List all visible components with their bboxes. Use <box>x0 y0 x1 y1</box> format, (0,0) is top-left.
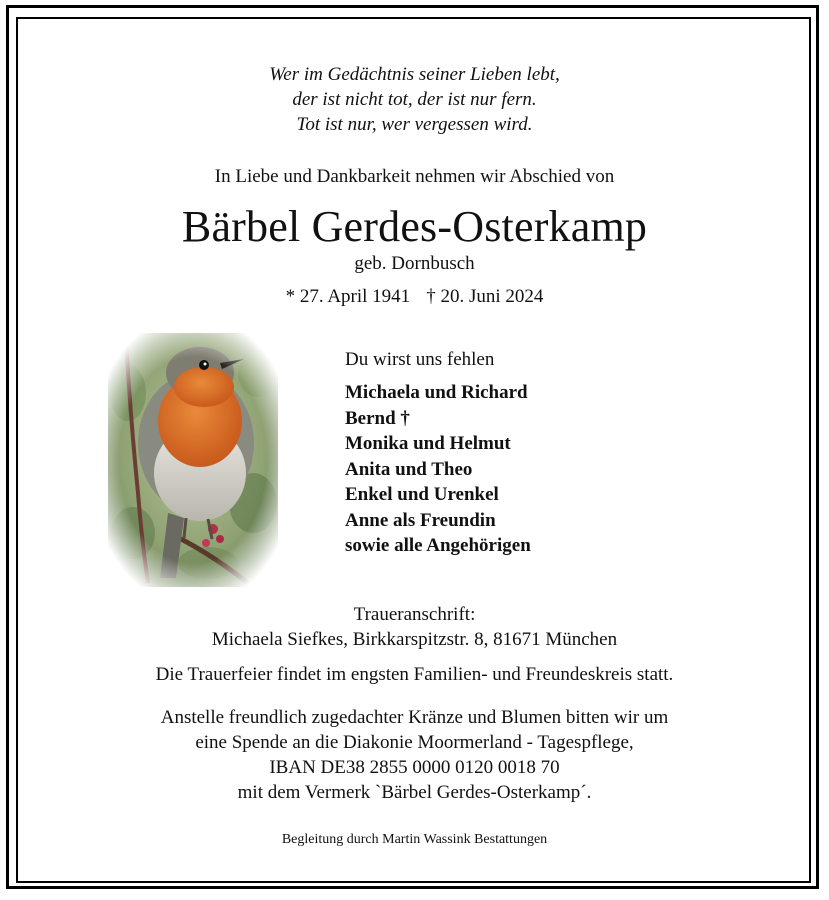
donation-line: Anstelle freundlich zugedachter Kränze und Blumen bitten wir um <box>160 707 669 728</box>
family-list <box>345 380 531 559</box>
address-label: Traueranschrift: <box>353 604 476 625</box>
address-line: Michaela Siefkes, Birkkarspitzstr. 8, 81671 München <box>211 629 618 650</box>
mourning-address <box>0 602 829 652</box>
memorial-quote <box>0 62 829 137</box>
deceased-name: Bärbel Gerdes-Osterkamp <box>181 202 648 251</box>
robin-bird-photo <box>108 333 278 587</box>
family-member: Michaela und Richard <box>345 382 528 403</box>
death-date: † 20. Juni 2024 <box>426 286 544 307</box>
donation-line: mit dem Vermerk `Bärbel Gerdes-Osterkamp´. <box>237 782 592 803</box>
family-member: Enkel und Urenkel <box>345 484 499 505</box>
quote-line: der ist nicht tot, der ist nur fern. <box>292 89 537 110</box>
quote-line: Tot ist nur, wer vergessen wird. <box>296 114 533 135</box>
donation-note <box>0 705 829 805</box>
family-member: Bernd † <box>345 407 410 429</box>
missing-line: Du wirst uns fehlen <box>345 349 495 370</box>
family-member: Anne als Freundin <box>345 509 496 531</box>
intro-text: In Liebe und Dankbarkeit nehmen wir Abschied von <box>214 166 615 187</box>
family-member: Monika und Helmut <box>345 433 511 454</box>
ceremony-note: Die Trauerfeier findet im engsten Familien- und Freundeskreis statt. <box>155 664 674 685</box>
family-member: Anita und Theo <box>345 458 473 480</box>
quote-line: Wer im Gedächtnis seiner Lieben lebt, <box>269 64 560 85</box>
donation-line: eine Spende an die Diakonie Moormerland - Tagespflege, <box>195 732 634 753</box>
donation-iban: IBAN DE38 2855 0000 0120 0018 70 <box>269 757 560 778</box>
funeral-home-footer: Begleitung durch Martin Wassink Bestattungen <box>281 832 548 847</box>
birth-date: * 27. April 1941 <box>285 286 411 307</box>
life-dates <box>0 286 829 308</box>
born-name: geb. Dornbusch <box>354 253 475 274</box>
family-member: sowie alle Angehörigen <box>345 535 531 556</box>
